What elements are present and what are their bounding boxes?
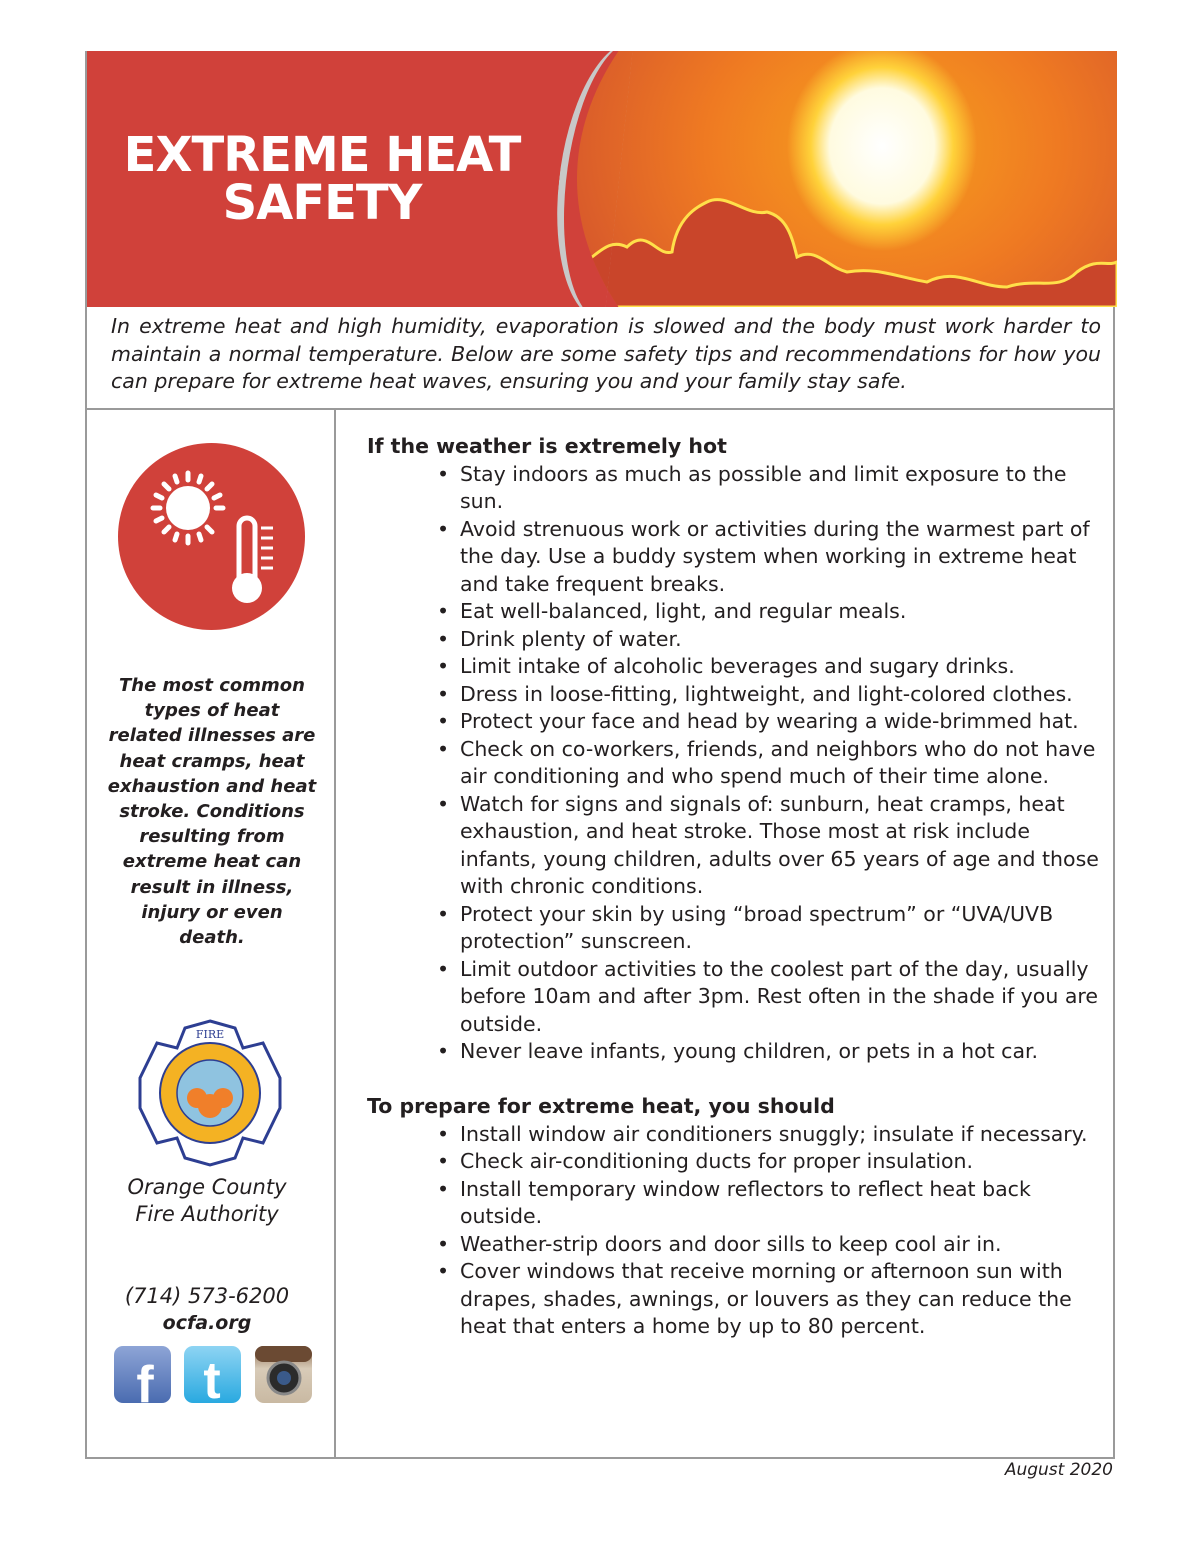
svg-text:FIRE: FIRE [195,1028,225,1041]
tip-item: • Avoid strenuous work or activities during the warmest part of the day. Use a buddy system when working in extreme heat and take frequent breaks. [437,516,1107,599]
tips-list [437,461,1107,1066]
tip-item: • Eat well-balanced, light, and regular meals. [437,598,1107,626]
tips-list [437,1121,1107,1341]
column-divider [334,410,336,1459]
sun-image [577,51,1117,307]
org-line-1: Orange County [127,1175,287,1199]
title-line-2: SAFETY [222,175,422,231]
svg-text:t: t [203,1352,221,1403]
tip-item: • Protect your skin by using “broad spectrum” or “UVA/UVB protection” sunscreen. [437,901,1107,956]
header-banner [87,51,1117,307]
tip-item: • Protect your face and head by wearing a wide-brimmed hat. [437,708,1107,736]
tip-item: • Stay indoors as much as possible and limit exposure to the sun. [437,461,1107,516]
facebook-icon[interactable] [114,1346,171,1403]
title-line-1: EXTREME HEAT [123,127,521,183]
sun-thermometer-icon [118,443,305,630]
section-gap [367,1066,1107,1094]
section-heading: To prepare for extreme heat, you should [367,1094,835,1118]
publication-date: August 2020 [1004,1460,1113,1480]
website-link[interactable]: ocfa.org [162,1312,252,1334]
org-line-2: Fire Authority [135,1202,279,1226]
heat-illness-note: The most common types of heat related illnesses are heat cramps, heat exhaustion and heat stroke. Conditions resulting from extreme heat can result in illness, injury or even death. [107,675,317,949]
ocfa-seal-logo [135,1018,285,1172]
divider [87,408,1115,410]
intro-text: In extreme heat and high humidity, evaporation is slowed and the body must work harder to maintain a normal temperature. Below are some safety tips and recommendations for how you can prepare for extreme heat waves, ensuring you and your family stay safe. [111,314,1101,393]
phone-number[interactable]: (714) 573-6200 [124,1284,290,1308]
flyer-page [85,51,1115,1459]
tip-item: • Limit intake of alcoholic beverages and sugary drinks. [437,653,1107,681]
tip-item: • Check on co-workers, friends, and neighbors who do not have air conditioning and who spend much of their time alone. [437,736,1107,791]
section-heading: If the weather is extremely hot [367,434,727,458]
page-title [87,127,557,231]
tip-item: • Install window air conditioners snuggly; insulate if necessary. [437,1121,1107,1149]
tip-item: • Weather-strip doors and door sills to keep cool air in. [437,1231,1107,1259]
tip-item: • Drink plenty of water. [437,626,1107,654]
tips-column [367,433,1107,1341]
tip-item: • Check air-conditioning ducts for proper insulation. [437,1148,1107,1176]
tip-item: • Limit outdoor activities to the coolest part of the day, usually before 10am and after 3pm. Rest often in the shade if you are outside. [437,956,1107,1039]
twitter-icon[interactable] [184,1346,241,1403]
instagram-icon[interactable] [255,1346,312,1403]
organization-name [87,1174,327,1228]
tip-item: • Cover windows that receive morning or afternoon sun with drapes, shades, awnings, or louvers as they can reduce the heat that enters a home by up to 80 percent. [437,1258,1107,1341]
tip-item: • Never leave infants, young children, or pets in a hot car. [437,1038,1107,1066]
tip-item: • Watch for signs and signals of: sunburn, heat cramps, heat exhaustion, and heat stroke. Those most at risk include infants, young children, adults over 65 years of age and those with chronic conditions. [437,791,1107,901]
tip-item: • Install temporary window reflectors to reflect heat back outside. [437,1176,1107,1231]
svg-text:f: f [136,1356,154,1403]
tip-item: • Dress in loose-fitting, lightweight, and light-colored clothes. [437,681,1107,709]
